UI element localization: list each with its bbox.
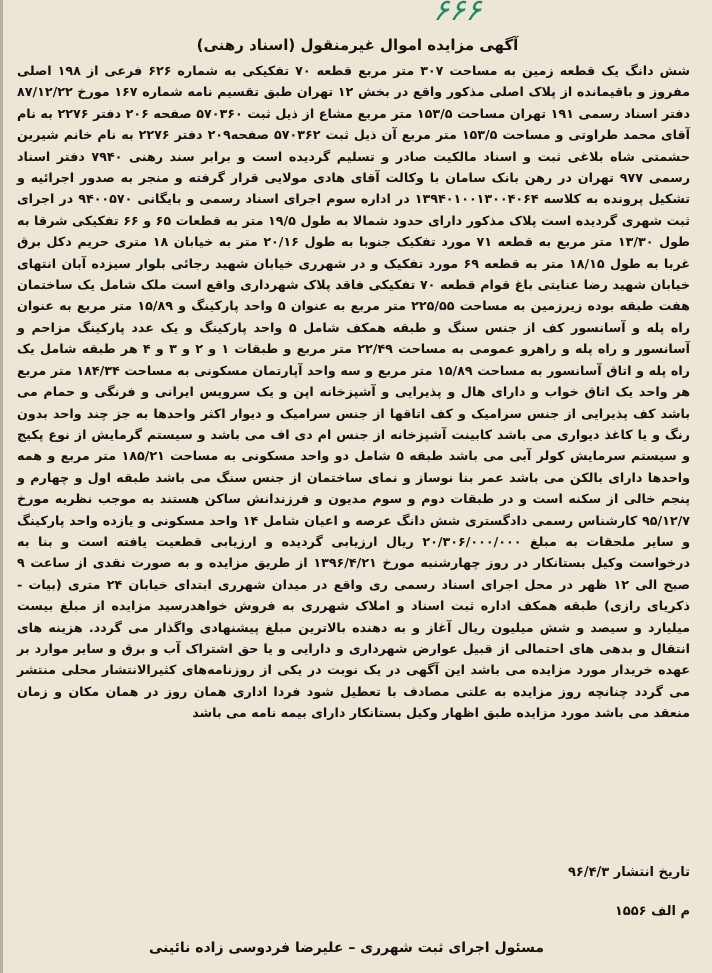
notice-title: آگهی مزایده اموال غیرمنقول (اسناد رهنی) [196, 36, 519, 54]
signature-line: مسئول اجرای ثبت شهرری – علیرضا فردوسی زاده نائینی [148, 940, 545, 956]
reference-number: م الف ۱۵۵۶ [614, 904, 690, 919]
handwritten-mark: ۶۶۶ [433, 0, 482, 26]
notice-body: شش دانگ یک قطعه زمین به مساحت ۳۰۷ متر مربع قطعه ۷۰ تفکیکی به شماره ۶۲۶ فرعی از ۱۹۸ اصلی مفروز و باقیمانده از پلاک اصلی مذکور واقع در بخش ۱۲ تهران طبق تقسیم نامه شماره ۱۶۷ مورخ ۸۷/۱۲/۲۲ دفتر اسناد رسمی ۱۹۱ تهران مساحت ۱۵۳/۵ متر مربع مشاع از ذیل ثبت ۵۷۰۳۶۰ صفحه ۲۰۶ دفتر ۲۲۷۶ به نام آقای محمد طراوتی و مساحت ۱۵۳/۵ متر مربع آن ذیل ثبت ۵۷۰۳۶۲ صفحه۲۰۹ دفتر ۲۲۷۶ به نام خانم شیرین حشمتی شاه بلاغی ثبت و اسناد مالکیت صادر و تسلیم گردیده است و برابر سند رهنی ۷۹۴۰ دفتر اسناد رسمی ۹۷۷ تهران در رهن بانک سامان با وکالت آقای هادی مولایی قرار گرفته و منجر به صدور اجرائیه و تشکیل پرونده به کلاسه ۱۳۹۴۰۱۰۰۱۳۰۰۴۰۶۴ در اداره سوم اجرای اسناد رسمی و بایگانی ۹۴۰۰۵۷۰ در اجرای ثبت شهری گردیده است پلاک مذکور دارای حدود شمالا به طول ۱۹/۵ متر به قطعات ۶۵ و ۶۶ تفکیکی شرقا به طول ۱۳/۳۰ متر مربع به قطعه ۷۱ مورد تفکیک جنوبا به طول ۲۰/۱۶ متر به خیابان ۱۸ متری حریم دکل برق غربا به طول ۱۸/۱۵ متر به قطعه ۶۹ مورد تفکیک و در شهرری خیابان شهید رجائی بلوار سیزده آبان انتهای خیابان شهید رضا عنایتی باغ قوام قطعه ۷۰ تفکیکی فاقد پلاک شهرداری واقع است ملک شامل یک ساختمان هفت طبقه بوده زیرزمین به مساحت ۲۲۵/۵۵ متر مربع به عنوان ۵ واحد پارکینگ و ۱۵/۸۹ متر مربع به عنوان راه پله و آسانسور کف از جنس سنگ و طبقه همکف شامل ۵ واحد پارکینگ و یک عدد پارکینگ مزاحم و آسانسور و راه پله و راهرو عمومی به مساحت ۲۲/۴۹ متر مربع و طبقات ۱ و ۲ و ۳ و ۴ هر طبقه شامل یک راه پله و اتاق آسانسور به مساحت ۱۵/۸۹ متر مربع و سه واحد آپارتمان مسکونی به مساحت ۱۸۴/۳۴ متر مربع هر واحد یک اتاق خواب و دارای هال و پذیرایی و آشپزخانه اپن و یک سرویس ایرانی و فرنگی و حمام می باشد کف پذیرایی از جنس سرامیک و کف اتاقها از جنس سرامیک و دیوار اکثر واحدها به جز چند واحد بدون رنگ و یا کاغذ دیواری می باشد کابینت آشپزخانه از جنس ام دی اف می باشد و سیستم گرمایش از نوع پکیج و سیستم سرمایش کولر آبی می باشد طبقه ۵ شامل دو واحد مسکونی به مساحت ۱۸۵/۲۱ متر مربع و همه واحدها دارای بالکن می باشد عمر بنا نوساز و نمای ساختمان از جنس سنگ می باشد طبقه اول و چهارم و پنجم خالی از سکنه است و در طبقات دوم و سوم مدیون و فرزندانش ساکن هستند به موجب نظریه مورخ ۹۵/۱۲/۷ کارشناس رسمی دادگستری شش دانگ عرصه و اعیان شامل ۱۴ واحد مسکونی و یازده واحد پارکینگ و سایر ملحقات به مبلغ ۲۰/۳۰۶/۰۰۰/۰۰۰ ریال ارزیابی گردیده و ارزیابی قطعیت یافته است و بنا به درخواست وکیل بستانکار در روز چهارشنبه مورخ ۱۳۹۶/۴/۲۱ از طریق مزایده و به صورت نقدی از ساعت ۹ صبح الی ۱۲ ظهر در محل اجرای اسناد رسمی ری واقع در میدان شهرری ابتدای خیابان ۲۴ متری (بیات - ذکریای رازی) طبقه همکف اداره ثبت اسناد و املاک شهرری به فروش خواهدرسید مزایده از مبلغ بیست میلیارد و سیصد و شش میلیون ریال آغاز و به دهنده بالاترین مبلغ پیشنهادی واگذار می گردد. هزینه های انتقال و بدهی های احتمالی از قبیل عوارض شهرداری و دارایی و یا حق اشتراک آب و برق و سایر موارد بر عهده خریدار مورد مزایده می باشد این آگهی در یک نوبت در یکی از روزنامه‌های کثیرالانتشار محلی منتشر می گردد چنانچه روز مزایده به علتی مصادف با تعطیل شود فردا اداری همان روز در همان مکان و زمان منعقد می باشد مورد مزایده طبق اظهار وکیل بستانکار دارای بیمه نامه می باشد [17, 63, 691, 721]
publish-date: تاریخ انتشار ۹۶/۴/۳ [567, 865, 690, 880]
